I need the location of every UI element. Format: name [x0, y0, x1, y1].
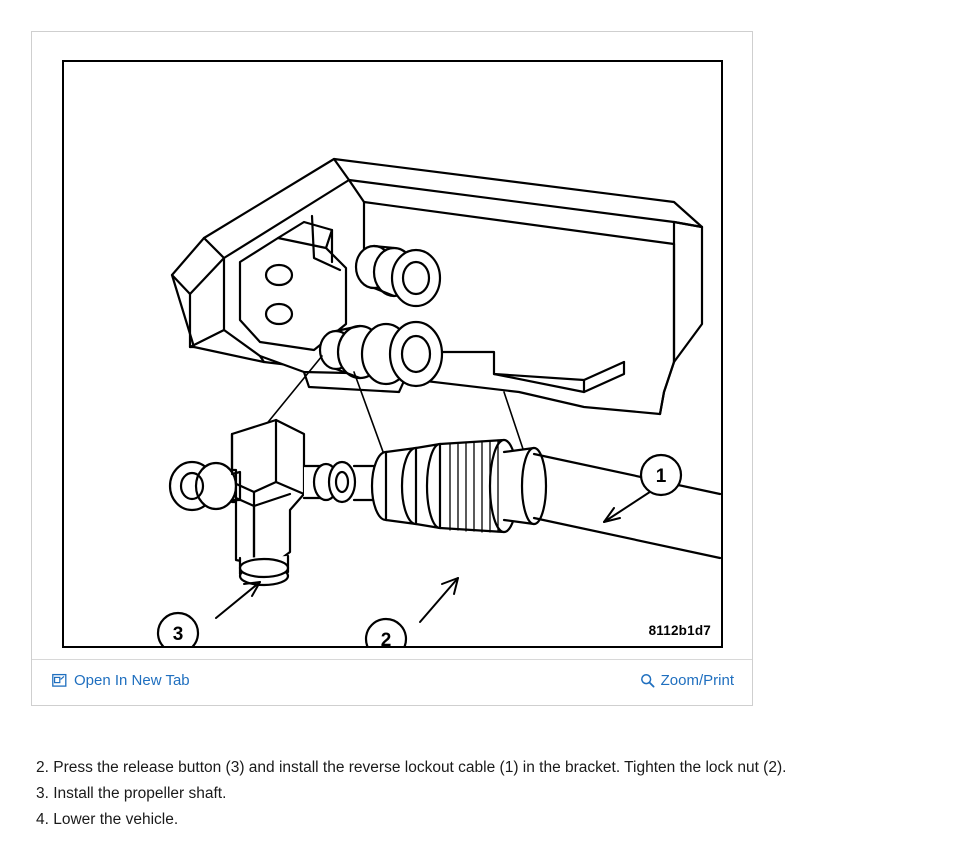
zoom-print-button[interactable] [640, 672, 734, 689]
technical-illustration [64, 62, 721, 646]
zoom-print-label: Zoom/Print [660, 672, 734, 689]
step-line-4: 4. Lower the vehicle. [36, 811, 179, 828]
callout-2-label: 2 [380, 630, 392, 646]
open-in-new-tab-label: Open In New Tab [74, 672, 190, 689]
open-in-new-tab-button[interactable] [52, 672, 190, 689]
figure-image[interactable] [62, 60, 723, 648]
instruction-steps [36, 755, 936, 833]
magnifier-icon [640, 673, 655, 688]
callout-3-label: 3 [172, 624, 184, 645]
figure-toolbar [32, 659, 752, 705]
step-line-3: 3. Install the propeller shaft. [36, 785, 227, 802]
callout-1-label: 1 [655, 466, 667, 487]
figure-panel [31, 31, 753, 706]
figure-code-label: 8112b1d7 [648, 623, 711, 638]
open-in-new-tab-icon [52, 673, 67, 688]
step-line-2: 2. Press the release button (3) and install the reverse lockout cable (1) in the bracket. Tighten the lock nut (2). [36, 759, 787, 776]
